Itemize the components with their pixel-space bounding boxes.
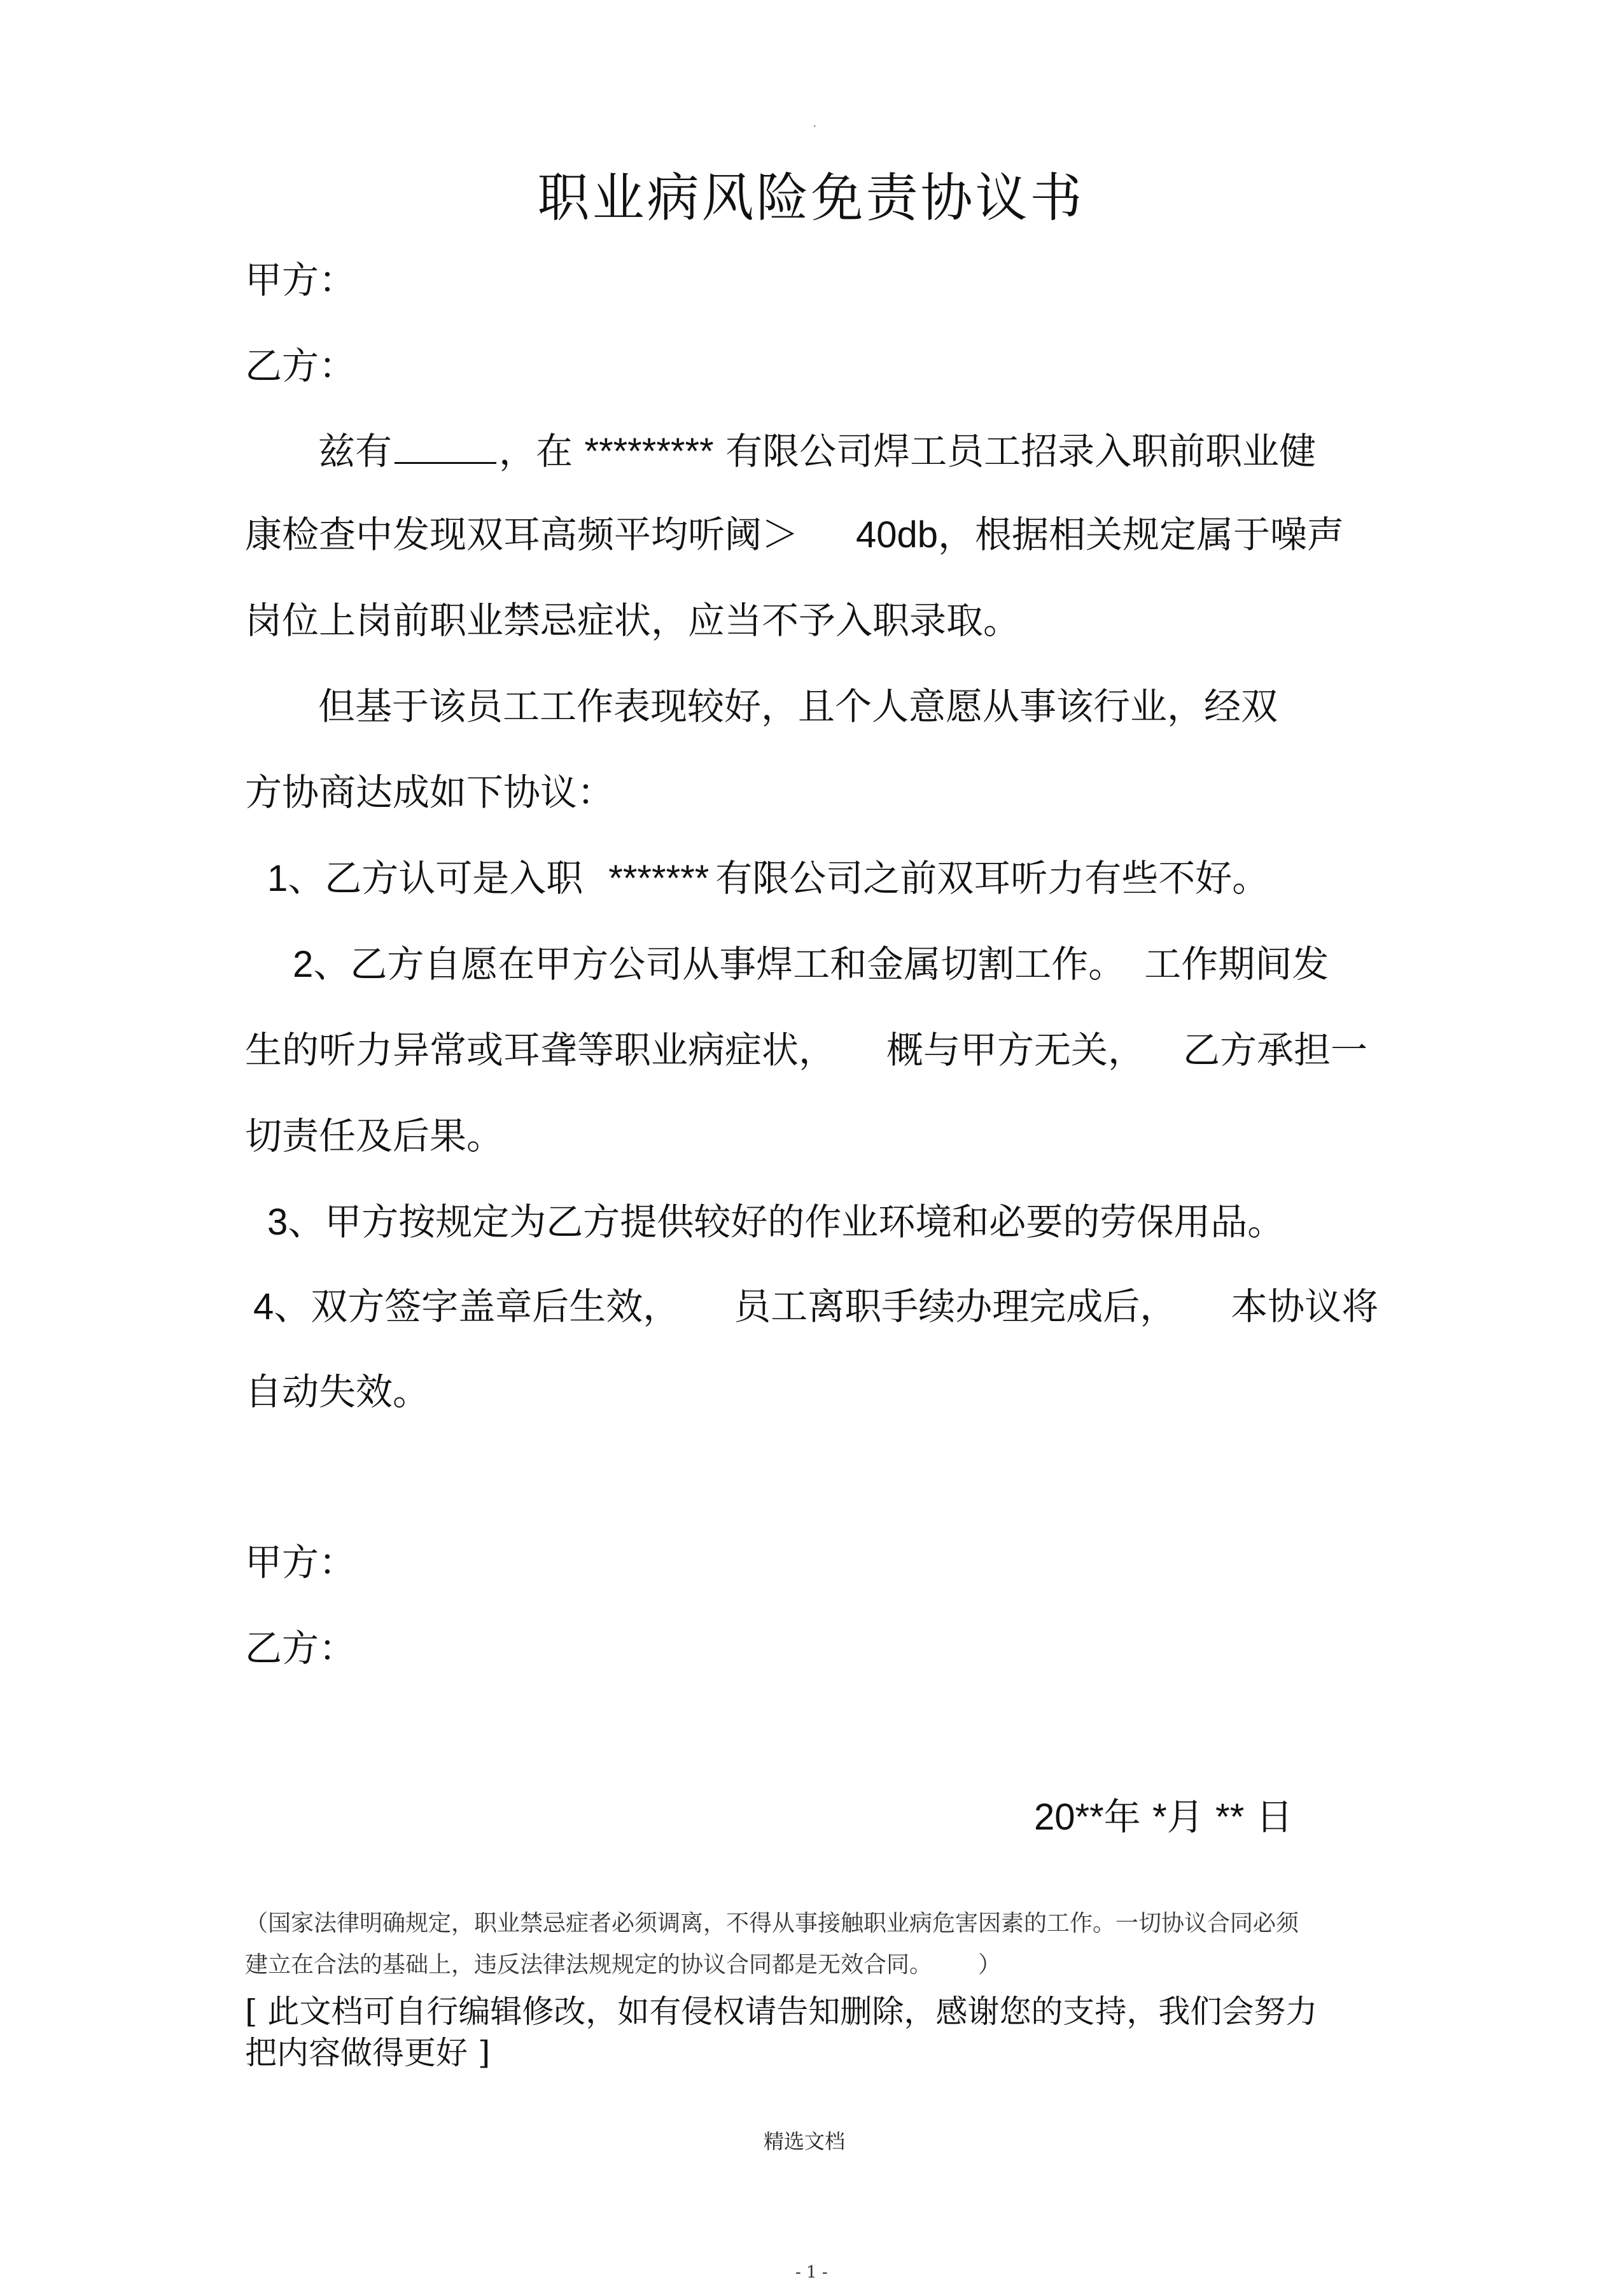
edit-note-line1: [ 此文档可自行编辑修改，如有侵权请告知删除，感谢您的支持，我们会努力 [245,1993,1318,2030]
clause-text: 员工离职手续办理完成后， [734,1285,1177,1328]
clause-1 [267,856,1269,901]
edit-note-line2: 把内容做得更好 ] [245,2034,491,2071]
legal-note-line2 [245,1950,1001,1980]
date-unit: 日 [1255,1795,1293,1838]
para2-line1: 但基于该员工工作表现较好，且个人意愿从事该行业，经双 [318,685,1278,728]
document-title: 职业病风险免责协议书 [537,168,1085,228]
para1-line1 [318,426,1316,474]
company-mask: ********* [584,431,714,472]
clause-2-line2 [245,1028,1367,1072]
legal-note-line1: （国家法律明确规定，职业禁忌症者必须调离，不得从事接触职业病危害因素的工作。一切协议合同必须 [245,1910,1299,1936]
para1-text: ，根据相关规定属于噪声 [938,513,1345,556]
clause-4-line1 [253,1284,1378,1329]
date-unit: 月 [1166,1795,1204,1838]
signature-party-b: 乙方： [245,1627,356,1670]
clause-text: 工作期间发 [1144,942,1329,986]
para1-line2 [245,512,1344,557]
clause-text: 生的听力异常或耳聋等职业病症状， [245,1028,836,1072]
clause-text: 、乙方自愿在甲方公司从事焊工和金属切割工作。 [313,942,1126,986]
clause-number: 4 [253,1286,274,1327]
para1-text: 有限公司焊工员工招录入职前职业健 [725,430,1317,473]
clause-number: 3 [267,1201,288,1243]
clause-number: 2 [293,944,314,985]
legal-note-text: 建立在合法的基础上，违反法律法规规定的协议合同都是无效合同。 [245,1952,921,1978]
para1-line3: 岗位上岗前职业禁忌症状，应当不予入职录取。 [245,599,1021,642]
signature-party-a: 甲方： [245,1541,356,1584]
page-number: - 1 - [795,2263,828,2282]
clause-text: 、甲方按规定为乙方提供较好的作业环境和必要的劳保用品。 [288,1200,1285,1243]
legal-note-close: ） [978,1952,1002,1978]
date-unit: 年 [1103,1795,1141,1838]
clause-3 [267,1200,1284,1245]
party-b-label: 乙方： [245,344,356,388]
party-a-label: 甲方： [245,258,356,302]
para1-text: 兹有 [318,430,393,473]
name-blank [395,426,496,464]
footer-label: 精选文档 [764,2129,846,2153]
clause-number: 1 [267,858,288,899]
clause-4-line2: 自动失效。 [245,1370,430,1413]
clause-text: 本协议将 [1231,1285,1379,1328]
clause-2-line3: 切责任及后果。 [245,1114,504,1158]
para2-line2: 方协商达成如下协议： [245,771,615,814]
clause-text: 概与甲方无关， [886,1028,1145,1072]
company-mask: ******* [608,858,710,899]
signing-date [1034,1795,1293,1840]
para1-text: ，在 [499,430,573,473]
clause-text: 乙方承担一 [1183,1028,1368,1072]
decibel-value: 40db [856,514,939,556]
date-month: * [1152,1796,1167,1838]
date-day: ** [1215,1796,1245,1838]
clause-text: 有限公司之前双耳听力有些不好。 [715,857,1269,900]
clause-2-line1 [293,942,1329,987]
clause-text: 、乙方认可是入职 [288,857,584,900]
header-mark: . [813,119,816,129]
date-year: 20** [1034,1796,1104,1838]
para1-text: 康检查中发现双耳高频平均听阈＞ [245,513,799,556]
clause-text: 、双方签字盖章后生效， [274,1285,680,1328]
